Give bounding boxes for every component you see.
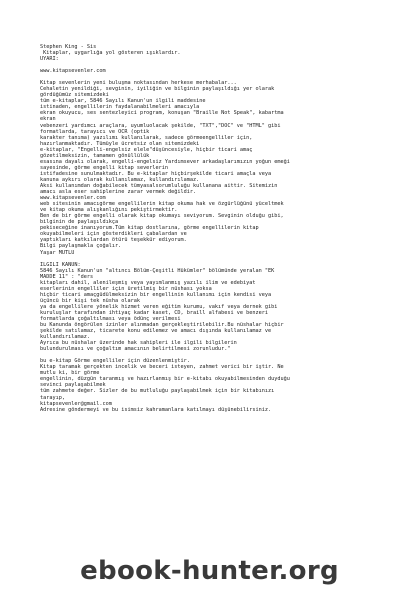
text-line: okuyabilmeleri için gösterdikleri çabalardan ve xyxy=(40,231,187,238)
text-line: e-kitaplar, "Engelli-engelsiz elele"düşüncesiyle, hiçbir ticari amaç xyxy=(40,146,253,153)
text-line: Ben de bir görme engelli olarak kitap okumayı seviyorum. Sevginin olduğu gibi, xyxy=(40,213,284,220)
text-line: sevinci paylaşabilmek xyxy=(40,382,106,389)
law-paragraph xyxy=(40,262,386,353)
text-line: mutlu ki, bir görme xyxy=(40,370,100,377)
text-line: şekilde satılamaz, ticarete konu edilemez ve amacı dışında kullanılamaz ve xyxy=(40,328,272,335)
text-line: tüm zahmete değer. Sizler de bu mutluluğu paylaşabilmek için bir kitabınızı xyxy=(40,388,275,395)
text-line: Adresine göndermeyi ve bu isimsiz kahramanlara katılmayı düşünebilirsiniz. xyxy=(40,406,272,413)
intro-paragraph xyxy=(40,80,386,255)
text-line: istifadesine sunulmaktadır. Bu e-kitaplar hiçbirşekilde ticari amaçla veya xyxy=(40,170,272,177)
text-line: istinaden, engellilerin faydalanabilmeleri amacıyla xyxy=(40,104,200,111)
text-line: Bilgi paylaşmakla çoğalır. xyxy=(40,243,122,250)
text-line: ekran okuyucu, ses sentezleyici program, konuşan "Braille Not Speak", kabartma xyxy=(40,110,284,117)
text-line: ve kitap okuma alışkanlığını pekiştirmektir. xyxy=(40,207,178,214)
text-line: 5846 Sayılı Kanun'un "altıncı Bölüm-Çeşitli Hükümler" bölümünde yeralan "EK xyxy=(40,267,275,274)
text-line: bu e-kitap Görme engelliler için düzenlenmiştir. xyxy=(40,358,190,365)
text-line: Cehaletin yenildiği, sevginin, iyiliğin ve bilginin paylaşıldığı yer olarak xyxy=(40,86,275,93)
site-link[interactable]: www.kitapsevenler.com xyxy=(40,68,106,75)
text-line: esasına dayalı olarak, engelli-engelsiz Yardımsever arkadaşlarımızın yoğun emeği xyxy=(40,158,290,165)
text-line: kanuna aykırı olarak kullanılamaz, kullandırılamaz. xyxy=(40,176,200,183)
text-line: formatlarda, tarayıcı ve OCR (optik xyxy=(40,128,150,135)
text-line: sayesinde, görme engelli kitap severlerin xyxy=(40,164,169,171)
text-line: amacı asla eser sahiplerine zarar vermek değildir. xyxy=(40,189,197,196)
text-line: hiçbir ticari amaçgüdülmeksizin bir engellinin kullanımı için kendisi veya xyxy=(40,291,272,298)
text-line: tüm e-kitaplar, 5846 Sayılı Kanun'un ilgili maddesine xyxy=(40,98,206,105)
text-line: Kitap sevenlerin yeni buluşma noktasından herkese merhabalar... xyxy=(40,80,237,87)
text-line: karakter tanıma) yazılımı kullanılarak, sadece görmeengelliler için, xyxy=(40,134,253,141)
text-line: üçüncü bir kişi tek nüsha olarak xyxy=(40,297,140,304)
text-line: İLGİLİ KANUN: xyxy=(40,261,81,268)
text-line: web sitesinin amacıgörme engellilerin kitap okuma hak ve özgürlüğünü yüceltmek xyxy=(40,201,284,208)
header-line: Kitaplar, uygarlığa yol gösteren ışıklardır. xyxy=(40,50,181,57)
text-line: pekiseceğine inanıyorum.Tüm kitap dostlarına, görme engellilerin kitap xyxy=(40,225,259,232)
text-line: engellinin, düzgün taranmış ve hazırlanmış bir e-kitabı okuyabilmesinden duyduğu xyxy=(40,376,290,383)
text-line: kuruluşlar tarafından ihtiyaç kadar kaset, CD, braill alfabesi ve benzeri xyxy=(40,309,268,316)
text-line: vebenzeri yardımcı araçlara, uyumluolacak şekilde, "TXT","DOC" ve "HTML" gibi xyxy=(40,122,281,129)
header-line: UYARI: xyxy=(40,56,59,63)
text-line: tarayıp, xyxy=(40,394,65,401)
document-header xyxy=(40,44,386,62)
text-line: yaptıkları katkılardan ötürü teşekkür ediyorum. xyxy=(40,237,187,244)
text-line: gözetilmeksizin, tamamen gönüllülük xyxy=(40,152,150,159)
text-line: Yaşar MUTLU xyxy=(40,249,75,256)
text-line: bulundurulması ve çoğaltım amacının belirtilmesi zorunludur." xyxy=(40,346,231,353)
text-line: bu Kanunda öngörülen izinler alınmadan gerçekleştirilebilir.Bu nüshalar hiçbir xyxy=(40,322,284,329)
text-line: gördüğümüz sitemizdeki xyxy=(40,92,109,99)
text-line: kitapları dahil, alenileşmiş veya yayımlanmış yazılı ilim ve edebiyat xyxy=(40,279,256,286)
text-line: kitapsevenler@gmail.com xyxy=(40,400,112,407)
header-line: Stephen King - Sis xyxy=(40,44,97,50)
text-line: ya da engellilere yönelik hizmet veren eğitim kurumu, vakıf veya dernek gibi xyxy=(40,303,278,310)
text-line: ekran xyxy=(40,116,56,123)
text-line: bilginin de paylaşıldıkça xyxy=(40,219,119,226)
text-line: Kitap taramak gerçekten incelik ve beceri isteyen, zahmet verici bir iştir. Ne xyxy=(40,364,284,371)
text-line: kullandırılamaz. xyxy=(40,334,90,341)
closing-paragraph xyxy=(40,358,386,412)
text-line: MADDE 11" : "ders xyxy=(40,273,94,280)
text-line: eserlerinin engelliler için üretilmiş bir nüshası yoksa xyxy=(40,285,212,292)
text-line: hazırlanmaktadır. Tümüyle ücretsiz olan sitemizdeki xyxy=(40,140,200,147)
text-line: formatlarda çoğaltılması veya ödünç verilmesi xyxy=(40,315,181,322)
text-line: www.kitapsevenler.com xyxy=(40,195,106,202)
text-line: Aksi kullanımdan doğabilecek tümyasalsorumluluğu kullanana aittir. Sitemizin xyxy=(40,182,278,189)
watermark-text: ebook-hunter.org xyxy=(80,556,339,586)
text-line: Ayrıca bu nüshalar üzerinde hak sahipleri ile ilgili bilgilerin xyxy=(40,340,237,347)
